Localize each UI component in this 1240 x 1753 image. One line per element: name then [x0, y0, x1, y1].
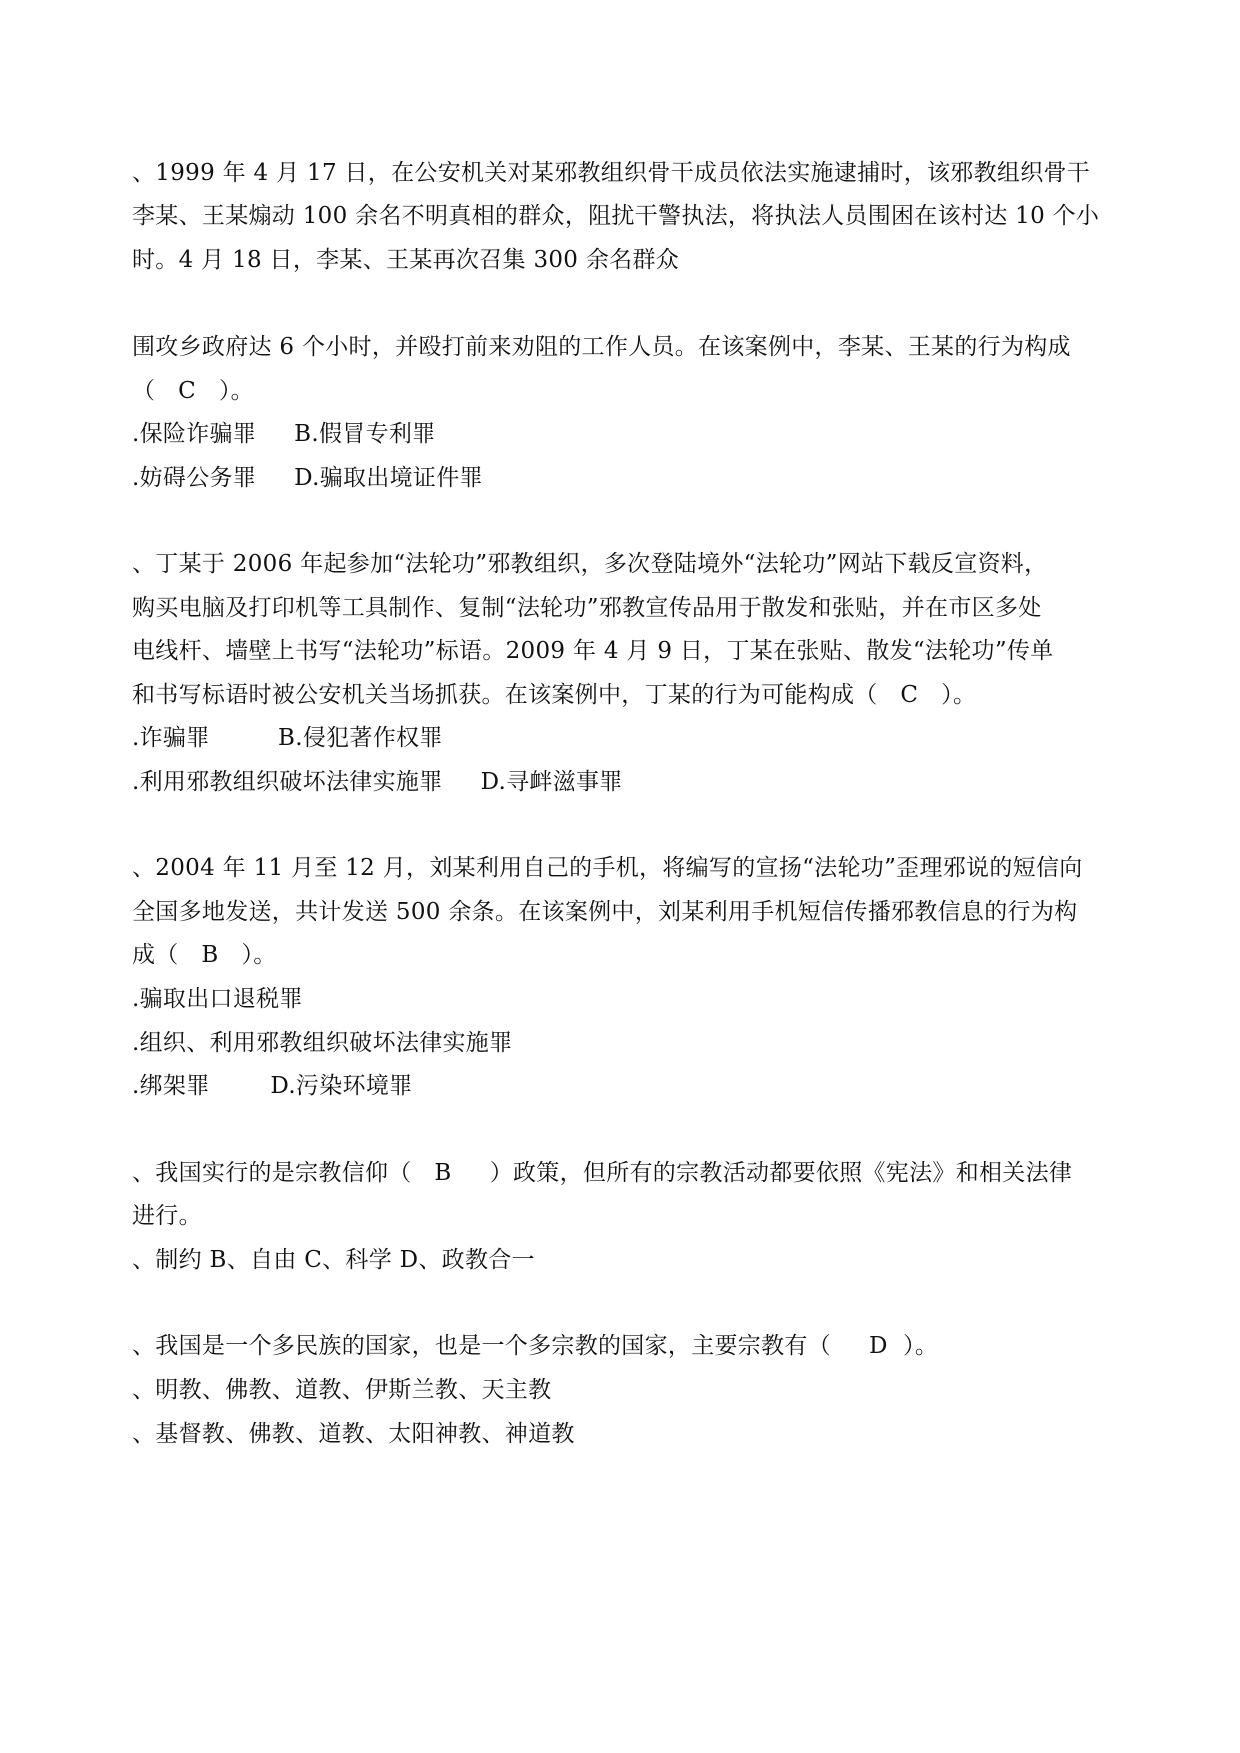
question-5-option-a: 、明教、佛教、道教、伊斯兰教、天主教: [132, 1377, 552, 1403]
question-1-text-line-1: 、1999 年 4 月 17 日，在公安机关对某邪教组织骨干成员依法实施逮捕时，该邪教组织骨干: [132, 160, 1091, 186]
question-5-text-line-1: 、我国是一个多民族的国家，也是一个多宗教的国家，主要宗教有（ D ）。: [132, 1333, 939, 1359]
question-4-text-line-1: 、我国实行的是宗教信仰（ B ）政策，但所有的宗教活动都要依照《宪法》和相关法律: [132, 1160, 1073, 1186]
question-3-text-line-2: 全国多地发送，共计发送 500 余条。在该案例中，刘某利用手机短信传播邪教信息的行为构: [132, 899, 1078, 925]
question-4-text-line-2: 进行。: [132, 1203, 202, 1229]
question-3-text-line-1: 、2004 年 11 月至 12 月，刘某利用自己的手机，将编写的宣扬“法轮功”歪理邪说的短信向: [132, 855, 1083, 881]
question-3-option-b: .组织、利用邪教组织破坏法律实施罪: [132, 1030, 513, 1056]
question-1-text-line-2: 李某、王某煽动 100 余名不明真相的群众，阻扰干警执法，将执法人员围困在该村达 10 个小: [132, 203, 1100, 229]
question-2-text-line-3: 电线杆、墙壁上书写“法轮功”标语。2009 年 4 月 9 日，丁某在张贴、散发“法轮功”传单: [132, 638, 1054, 664]
question-1-options-cd: .妨碍公务罪 D.骗取出境证件罪: [132, 465, 483, 491]
question-2-text-line-4: 和书写标语时被公安机关当场抓获。在该案例中，丁某的行为可能构成（ C ）。: [132, 682, 977, 708]
question-3-options-cd: .绑架罪 D.污染环境罪: [132, 1073, 413, 1099]
question-2-text-line-2: 购买电脑及打印机等工具制作、复制“法轮功”邪教宣传品用于散发和张贴，并在市区多处: [132, 595, 1042, 621]
question-2-text-line-1: 、丁某于 2006 年起参加“法轮功”邪教组织，多次登陆境外“法轮功”网站下载反宣资料，: [132, 551, 1048, 577]
question-4-options: 、制约 B、自由 C、科学 D、政教合一: [132, 1247, 535, 1273]
question-3-option-a: .骗取出口退税罪: [132, 986, 303, 1012]
question-1-text-line-4: 围攻乡政府达 6 个小时，并殴打前来劝阻的工作人员。在该案例中，李某、王某的行为构成: [132, 334, 1071, 360]
question-1-text-line-3: 时。4 月 18 日，李某、王某再次召集 300 余名群众: [132, 247, 680, 273]
question-5-option-b: 、基督教、佛教、道教、太阳神教、神道教: [132, 1421, 575, 1447]
question-2-options-cd: .利用邪教组织破坏法律实施罪 D.寻衅滋事罪: [132, 769, 623, 795]
question-1-options-ab: .保险诈骗罪 B.假冒专利罪: [132, 421, 436, 447]
question-1-answer: （ C ）。: [132, 378, 254, 404]
question-2-options-ab: .诈骗罪 B.侵犯著作权罪: [132, 725, 443, 751]
question-3-answer: 成（ B ）。: [132, 942, 277, 968]
